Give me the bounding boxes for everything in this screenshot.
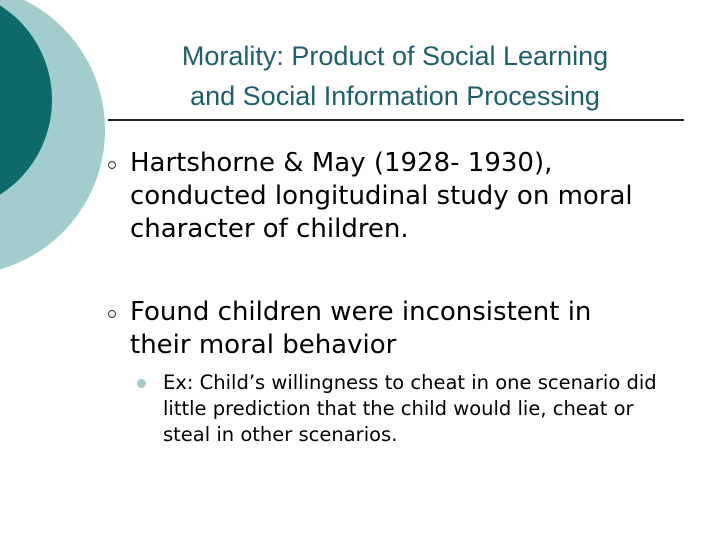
bullet-text-1: Hartshorne & May (1928- 1930), conducted longitudinal study on moral character of children.	[130, 148, 633, 244]
dot-bullet-icon	[137, 379, 146, 388]
ring-bullet-icon	[108, 161, 116, 169]
ring-bullet-icon	[108, 310, 116, 318]
title-divider	[108, 119, 684, 121]
slide-title	[110, 36, 680, 116]
subbullet-text-1: Ex: Child’s willingness to cheat in one scenario did little prediction that the child would lie, cheat or steal in other scenarios.	[163, 371, 657, 446]
slide-title-line-1: Morality: Product of Social Learning	[181, 41, 609, 71]
bullet-text-2: Found children were inconsistent in their moral behavior	[130, 297, 592, 360]
slide-title-line-2: and Social Information Processing	[190, 81, 600, 111]
